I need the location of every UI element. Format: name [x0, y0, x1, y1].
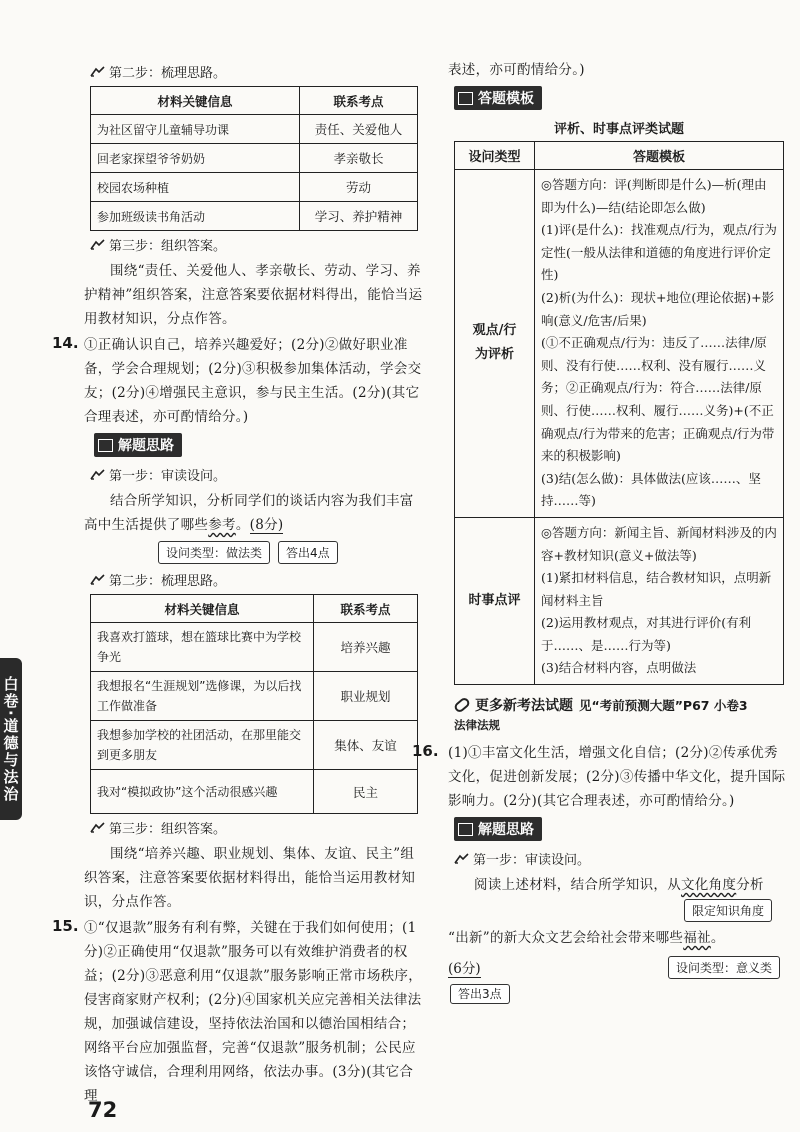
table-header: 材料关键信息: [91, 87, 300, 115]
table-row: [91, 173, 418, 202]
question-14: [52, 333, 424, 429]
table-cell: 参加班级读书角活动: [91, 202, 300, 231]
pen-icon: [90, 822, 106, 834]
prompt-keyword: 参考: [208, 517, 236, 533]
section-banner: [454, 86, 542, 110]
annotation-row: [448, 899, 780, 922]
section-banner: [94, 433, 182, 457]
table-row: [455, 170, 784, 518]
question-number: 16.: [412, 742, 439, 761]
prompt-text: “出新”的新大众文艺会给社会带来哪些: [448, 930, 684, 947]
question-15: [52, 916, 424, 1108]
page-number: 72: [88, 1098, 118, 1122]
edit-icon: [98, 439, 113, 452]
step-label: [90, 570, 424, 589]
table-cell: 孝亲敬长: [300, 144, 418, 173]
table-header: 联系考点: [300, 87, 418, 115]
step-label: [90, 235, 424, 254]
step-text: 第一步：审读设问。: [473, 853, 591, 869]
topic-line: 法律法规: [454, 718, 500, 733]
question-number: 15.: [52, 917, 79, 935]
banner-text: 解题思路: [478, 822, 534, 839]
table-header: 设问类型: [455, 142, 535, 170]
step-text: 第三步：组织答案。: [109, 239, 227, 254]
knowledge-table-1: [90, 86, 418, 231]
table-cell: 责任、关爱他人: [300, 115, 418, 144]
template-type: 观点/行为评析: [455, 170, 535, 518]
pen-icon: [90, 574, 106, 586]
step-label: [454, 849, 788, 868]
table-cell: 校园农场种植: [91, 173, 300, 202]
section-banner: [454, 817, 542, 841]
table-header: 答题模板: [535, 142, 784, 170]
answer-count-tag: 答出3点: [450, 984, 510, 1004]
prompt-text: 。: [235, 517, 250, 533]
subject-side-tab: 白卷·道德与法治: [0, 658, 22, 820]
answer-text: ①正确认识自己，培养兴趣爱好；(2分)②做好职业准备，学会合理规划；(2分)③积极参加集体活动，学会交友；(2分)④增强民主意识，参与民主生活。(2分)(其它合理表述，亦可酌情给分。): [84, 337, 422, 425]
answer-continuation: 表述，亦可酌情给分。): [448, 62, 585, 78]
banner-text: 解题思路: [118, 438, 174, 454]
banner-text: 答题模板: [478, 91, 534, 107]
more-reference: 见“考前预测大题”P67 小卷3: [579, 698, 748, 714]
table-row: [455, 517, 784, 684]
table-cell: 学习、养护精神: [300, 202, 418, 231]
question-16: [412, 741, 788, 813]
question-type-tag: 设问类型：做法类: [158, 541, 270, 564]
table-row: [91, 672, 418, 721]
table-cell: 我想参加学校的社团活动，在那里能交到更多朋友: [91, 721, 314, 770]
template-subtitle: 评析、时事点评类试题: [553, 122, 684, 137]
table-header: 材料关键信息: [91, 595, 314, 623]
left-column: [52, 58, 424, 1108]
pen-icon: [90, 239, 106, 251]
answer-guidance: 围绕“培养兴趣、职业规划、集体、友谊、民主”组织答案，注意答案要依据材料得出，能恰当运用教材知识，分点作答。: [84, 846, 416, 910]
prompt-keyword: 文化角度: [681, 877, 737, 894]
right-column: [412, 58, 788, 1002]
annotation-row: [450, 983, 788, 1002]
link-icon: [453, 696, 472, 714]
template-type: 时事点评: [455, 517, 535, 684]
answer-text: ①“仅退款”服务有利有弊，关键在于我们如何使用；(1分)②正确使用“仅退款”服务可以有效维护消费者的权益；(2分)③恶意利用“仅退款”服务影响正常市场秩序，侵害商家财产权利；(2分)④国家机关应完善相关法律法规，加强诚信建设，坚持依法治国和以德治国相结合；网络平台应加强监督，完善“仅退款”服务机制；公民应该恪守诚信，合理利用网络，依法办事。(3分)(其它合理: [84, 920, 423, 1104]
prompt-keyword: 福祉: [683, 930, 711, 947]
pen-icon: [454, 853, 470, 865]
answer-guidance: 围绕“责任、关爱他人、孝亲敬长、劳动、学习、养护精神”组织答案，注意答案要依据材料得出，能恰当运用教材知识，分点作答。: [84, 263, 423, 327]
table-row: [91, 770, 418, 814]
annotation-row: [158, 541, 424, 564]
more-questions-note: [454, 695, 788, 715]
prompt-text: 。: [710, 930, 725, 947]
prompt-text: 分析: [736, 877, 764, 894]
prompt-text: 阅读上述材料，结合所学知识，从: [474, 877, 681, 894]
table-cell: 为社区留守儿童辅导功课: [91, 115, 300, 144]
table-row: [91, 144, 418, 173]
knowledge-scope-tag: 限定知识角度: [684, 899, 772, 922]
answer-template-table: [454, 141, 784, 685]
table-cell: 我对“模拟政协”这个活动很感兴趣: [91, 770, 314, 814]
question-prompt: [448, 873, 788, 897]
answer-count-tag: 答出4点: [278, 541, 338, 564]
table-cell: 回老家探望爷爷奶奶: [91, 144, 300, 173]
prompt-text: 结合所学知识，分析同学们的谈话内容为我们丰富高中生活提供了哪些: [84, 493, 414, 533]
question-type-tag: 设问类型：意义类: [668, 956, 780, 979]
template-body: ◎答题方向：新闻主旨、新闻材料涉及的内容+教材知识(意义+做法等) (1)紧扣材料信息，结合教材知识，点明新闻材料主旨 (2)运用教材观点，对其进行评价(有利于……、是……行为等) (3)结合材料内容，点明做法: [535, 517, 784, 684]
table-cell: 劳动: [300, 173, 418, 202]
table-cell: 培养兴趣: [314, 623, 418, 672]
step-text: 第二步：梳理思路。: [109, 574, 227, 589]
annotation-row: [448, 956, 788, 979]
table-row: [91, 202, 418, 231]
table-cell: 民主: [314, 770, 418, 814]
answer-text: (1)①丰富文化生活，增强文化自信；(2分)②传承优秀文化，促进创新发展；(2分)③传播中华文化，提升国际影响力。(2分)(其它合理表述，亦可酌情给分。): [448, 745, 786, 810]
pen-icon: [90, 66, 106, 78]
question-number: 14.: [52, 334, 79, 352]
step-label: [90, 818, 424, 837]
book-icon: [458, 92, 473, 105]
table-row: [91, 721, 418, 770]
knowledge-table-2: [90, 594, 418, 814]
question-prompt: [448, 926, 788, 950]
table-header: 联系考点: [314, 595, 418, 623]
template-body: ◎答题方向：评(判断即是什么)—析(理由即为什么)—结(结论即怎么做) (1)评(是什么)：找准观点/行为，观点/行为定性(一般从法律和道德的角度进行评价定性) (2)析(为什么)：现状+地位(理论依据)+影响(意义/危害/后果) (①不正确观点/行为：违反了……法律/原则、没有行使……权利、没有履行……义务；②正确观点/行为：符合……法律/原则、行使……权利、履行……义务)+(不正确观点/行为带来的危害；正确观点/行为带来的积极影响) (3)结(怎么做)：具体做法(应该……、坚持……等): [535, 170, 784, 518]
step-label: [90, 465, 424, 484]
more-title: 更多新考法试题: [475, 698, 573, 715]
pen-icon: [90, 469, 106, 481]
table-cell: 职业规划: [314, 672, 418, 721]
step-label: [90, 62, 424, 81]
table-row: [91, 115, 418, 144]
table-row: [91, 623, 418, 672]
step-text: 第二步：梳理思路。: [109, 66, 227, 81]
step-text: 第一步：审读设问。: [109, 469, 227, 484]
score-mark: (6分): [448, 957, 481, 978]
table-cell: 我想报名“生涯规划”选修课，为以后找工作做准备: [91, 672, 314, 721]
table-cell: 集体、友谊: [314, 721, 418, 770]
table-cell: 我喜欢打篮球，想在篮球比赛中为学校争光: [91, 623, 314, 672]
edit-icon: [458, 823, 473, 836]
score-mark: (8分): [249, 517, 284, 533]
step-text: 第三步：组织答案。: [109, 822, 227, 837]
question-prompt: [84, 489, 424, 537]
